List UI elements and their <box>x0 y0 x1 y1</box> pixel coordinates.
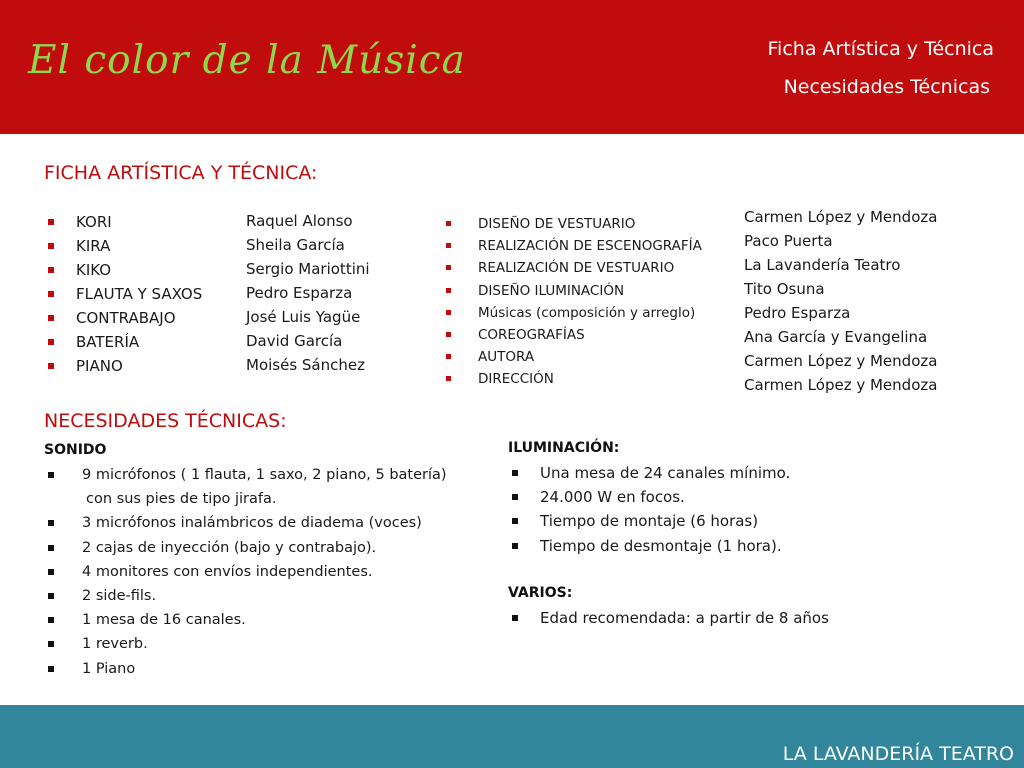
square-bullet-icon <box>512 470 518 476</box>
square-bullet-icon <box>446 265 451 270</box>
list-item <box>48 465 447 489</box>
list-item <box>48 538 447 562</box>
square-bullet-icon <box>446 332 451 337</box>
list-item <box>446 304 702 326</box>
square-bullet-icon <box>48 267 54 273</box>
show-title: El color de la Música <box>28 38 466 83</box>
cast-name: Pedro Esparza <box>246 284 353 302</box>
crew-name: Ana García y Evangelina <box>744 328 928 346</box>
cast-role: BATERÍA <box>76 333 140 351</box>
crew-role: REALIZACIÓN DE ESCENOGRAFÍA <box>478 238 702 255</box>
iluminacion-item: Una mesa de 24 canales mínimo. <box>540 464 791 482</box>
crew-name: Carmen López y Mendoza <box>744 376 938 394</box>
list-item <box>48 634 447 658</box>
square-bullet-icon <box>446 376 451 381</box>
cast-role: KORI <box>76 213 112 231</box>
list-item <box>48 236 202 260</box>
crew-role: COREOGRAFÍAS <box>478 326 585 343</box>
crew-name: Tito Osuna <box>744 280 825 298</box>
square-bullet-icon <box>48 641 54 647</box>
list-item <box>512 487 790 511</box>
iluminacion-item: Tiempo de desmontaje (1 hora). <box>540 536 782 555</box>
list-item <box>48 562 447 586</box>
necesidades-heading: NECESIDADES TÉCNICAS: <box>44 410 287 432</box>
square-bullet-icon <box>48 315 54 321</box>
square-bullet-icon <box>48 472 54 478</box>
crew-name: Carmen López y Mendoza <box>744 208 938 226</box>
sonido-item: 2 side-fils. <box>82 587 157 604</box>
square-bullet-icon <box>48 363 54 369</box>
sonido-item: 1 reverb. <box>82 636 148 653</box>
square-bullet-icon <box>48 569 54 575</box>
sonido-label: SONIDO <box>44 442 107 458</box>
square-bullet-icon <box>512 543 518 549</box>
list-item-continuation <box>48 489 447 513</box>
cast-role: KIRA <box>76 237 111 255</box>
cast-role: PIANO <box>76 357 123 375</box>
cast-name: Sheila García <box>246 236 345 254</box>
list-item <box>48 284 202 308</box>
square-bullet-icon <box>446 221 451 226</box>
square-bullet-icon <box>48 219 54 225</box>
crew-role: DIRECCIÓN <box>478 371 554 388</box>
crew-role: AUTORA <box>478 349 535 366</box>
square-bullet-icon <box>48 593 54 599</box>
crew-role: DISEÑO ILUMINACIÓN <box>478 282 625 299</box>
sonido-item: 3 micrófonos inalámbricos de diadema (voces) <box>82 515 422 532</box>
crew-name: Carmen López y Mendoza <box>744 352 938 370</box>
list-item <box>512 608 829 632</box>
list-item <box>48 260 202 284</box>
square-bullet-icon <box>512 518 518 524</box>
list-item <box>446 282 702 304</box>
list-item <box>446 237 702 259</box>
iluminacion-list <box>512 463 790 560</box>
sonido-item: 9 micrófonos ( 1 flauta, 1 saxo, 2 piano, 5 batería) <box>82 467 447 483</box>
cast-role: KIKO <box>76 261 112 279</box>
crew-names-list <box>744 207 937 399</box>
crew-name: Pedro Esparza <box>744 304 851 322</box>
list-item <box>512 511 790 535</box>
crew-name: Paco Puerta <box>744 232 833 250</box>
crew-roles-list <box>446 215 702 393</box>
square-bullet-icon <box>446 354 451 359</box>
list-item <box>512 463 790 487</box>
square-bullet-icon <box>446 288 451 293</box>
sonido-item: 4 monitores con envíos independientes. <box>82 563 373 580</box>
sonido-item: con sus pies de tipo jirafa. <box>86 491 277 508</box>
cast-name: Moisés Sánchez <box>246 356 365 374</box>
list-item <box>512 536 790 560</box>
header-subtitle-necesidades: Necesidades Técnicas <box>783 76 990 98</box>
list-item <box>48 513 447 537</box>
cast-role: FLAUTA Y SAXOS <box>76 285 203 303</box>
square-bullet-icon <box>512 615 518 621</box>
list-item <box>48 659 447 683</box>
list-item <box>48 212 202 236</box>
square-bullet-icon <box>48 243 54 249</box>
cast-name: Raquel Alonso <box>246 212 353 230</box>
cast-name: David García <box>246 332 343 350</box>
square-bullet-icon <box>48 291 54 297</box>
list-item <box>48 610 447 634</box>
sonido-item: 1 Piano <box>82 660 136 677</box>
iluminacion-item: Tiempo de montaje (6 horas) <box>540 512 759 531</box>
list-item <box>446 259 702 281</box>
header-banner <box>0 0 1024 134</box>
crew-role: REALIZACIÓN DE VESTUARIO <box>478 260 675 277</box>
square-bullet-icon <box>48 339 54 345</box>
list-item <box>446 326 702 348</box>
sonido-item: 1 mesa de 16 canales. <box>82 612 246 629</box>
sonido-list <box>48 465 447 683</box>
varios-list <box>512 608 829 632</box>
iluminacion-item: 24.000 W en focos. <box>540 488 685 507</box>
varios-item: Edad recomendada: a partir de 8 años <box>540 609 829 627</box>
cast-name: José Luis Yagüe <box>246 308 361 326</box>
square-bullet-icon <box>48 545 54 551</box>
cast-name: Sergio Mariottini <box>246 260 370 278</box>
list-item <box>446 348 702 370</box>
square-bullet-icon <box>48 617 54 623</box>
ficha-heading: FICHA ARTÍSTICA Y TÉCNICA: <box>44 162 318 184</box>
list-item <box>48 308 202 332</box>
list-item <box>48 332 202 356</box>
sonido-item: 2 cajas de inyección (bajo y contrabajo). <box>82 539 377 556</box>
header-subtitle-ficha: Ficha Artística y Técnica <box>767 38 994 60</box>
square-bullet-icon <box>48 520 54 526</box>
list-item <box>446 370 702 392</box>
square-bullet-icon <box>446 243 451 248</box>
crew-name: La Lavandería Teatro <box>744 256 901 274</box>
list-item <box>48 586 447 610</box>
list-item <box>446 215 702 237</box>
square-bullet-icon <box>446 310 451 315</box>
crew-role: DISEÑO DE VESTUARIO <box>478 216 636 232</box>
footer-banner <box>0 705 1024 768</box>
square-bullet-icon <box>48 666 54 672</box>
cast-names-list <box>246 211 370 379</box>
varios-label: VARIOS: <box>508 585 573 601</box>
square-bullet-icon <box>512 494 518 500</box>
cast-roles-list <box>48 212 202 380</box>
footer-company-name: LA LAVANDERÍA TEATRO <box>782 743 1014 765</box>
cast-role: CONTRABAJO <box>76 309 176 327</box>
iluminacion-label: ILUMINACIÓN: <box>508 440 620 456</box>
list-item <box>48 356 202 380</box>
crew-role: Músicas (composición y arreglo) <box>478 304 696 321</box>
